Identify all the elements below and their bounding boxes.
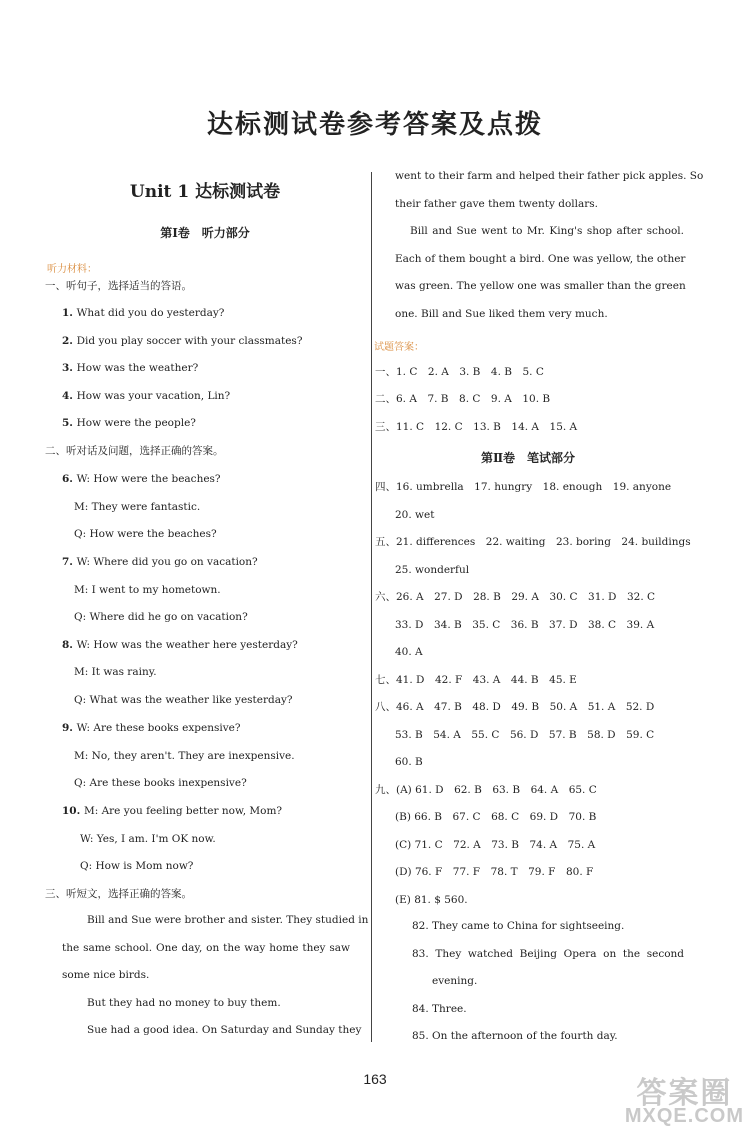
- listening-label: 听力材料：: [47, 264, 97, 275]
- line-text: How were the people?: [76, 417, 196, 429]
- answer-line: (C) 71. C 72. A 73. B 74. A 75. A: [395, 839, 596, 851]
- line-text: How was your vacation, Lin?: [76, 390, 231, 402]
- answer-line: 82. They came to China for sightseeing.: [412, 920, 625, 932]
- answer-line: 五、21. differences 22. waiting 23. boring 24. buildings: [375, 536, 691, 548]
- line-text: Sue had a good idea. On Saturday and Sunday they: [87, 1024, 362, 1036]
- section1-title: 第Ⅰ卷 听力部分: [160, 226, 250, 240]
- line-text: M: No, they aren't. They are inexpensive.: [74, 750, 295, 762]
- question-item: [62, 805, 282, 818]
- text-line: [80, 860, 193, 873]
- column-divider: [371, 172, 372, 1042]
- answers-label: 试题答案：: [374, 342, 424, 353]
- line-text: some nice birds.: [62, 969, 150, 981]
- line-text: M: It was rainy.: [74, 666, 157, 678]
- text-line: [74, 528, 217, 541]
- text-line: [45, 280, 192, 293]
- answer-line: evening.: [432, 975, 478, 987]
- answer-line: 六、26. A 27. D 28. B 29. A 30. C 31. D 32. C: [375, 591, 656, 603]
- answer-line: 九、(A) 61. D 62. B 63. B 64. A 65. C: [375, 784, 597, 796]
- line-text: Q: Where did he go on vacation?: [74, 611, 248, 623]
- question-number: 8.: [62, 639, 77, 651]
- answer-line: 60. B: [395, 756, 423, 768]
- text-line: [62, 942, 350, 955]
- question-number: 9.: [62, 722, 77, 734]
- line-text: W: Where did you go on vacation?: [76, 556, 258, 568]
- question-number: 5.: [62, 417, 77, 429]
- answer-line: 一、1. C 2. A 3. B 4. B 5. C: [375, 366, 544, 378]
- question-number: 1.: [62, 307, 77, 319]
- question-number: 3.: [62, 362, 77, 374]
- question-item: [62, 473, 221, 486]
- section2-title: 第Ⅱ卷 笔试部分: [480, 451, 576, 465]
- watermark-bottom: MXQE.COM: [624, 1105, 744, 1127]
- answer-line: (E) 81. $ 560.: [395, 894, 468, 906]
- line-text: W: How were the beaches?: [76, 473, 221, 485]
- question-number: 10.: [62, 805, 84, 817]
- line-text: Bill and Sue were brother and sister. They studied in: [87, 914, 369, 926]
- line-text: Did you play soccer with your classmates?: [76, 335, 303, 347]
- question-item: [62, 639, 298, 652]
- line-text: W: Yes, I am. I'm OK now.: [80, 833, 216, 845]
- text-line: [74, 694, 293, 707]
- unit-title: Unit 1 达标测试卷: [129, 182, 281, 202]
- question-number: 6.: [62, 473, 77, 485]
- line-text: the same school. One day, on the way home they saw: [62, 942, 350, 954]
- answer-line: (D) 76. F 77. F 78. T 79. F 80. F: [395, 866, 594, 878]
- answer-line: 53. B 54. A 55. C 56. D 57. B 58. D 59. C: [395, 729, 655, 741]
- question-item: [62, 722, 240, 735]
- text-line: [74, 611, 248, 624]
- passage-line: went to their farm and helped their father pick apples. So: [395, 170, 704, 182]
- passage-line: was green. The yellow one was smaller than the green: [395, 280, 686, 292]
- passage-line: one. Bill and Sue liked them very much.: [395, 308, 608, 320]
- question-item: [62, 390, 230, 403]
- text-line: [80, 833, 216, 846]
- line-text: How was the weather?: [76, 362, 199, 374]
- text-line: [74, 501, 200, 514]
- line-text: Q: What was the weather like yesterday?: [74, 694, 293, 706]
- answer-line: 33. D 34. B 35. C 36. B 37. D 38. C 39. A: [395, 619, 655, 631]
- answer-line: 85. On the afternoon of the fourth day.: [412, 1030, 618, 1042]
- text-line: [74, 584, 221, 597]
- passage-line: Bill and Sue went to Mr. King's shop after school.: [410, 225, 684, 237]
- text-line: [74, 750, 295, 763]
- answer-line: 83. They watched Beijing Opera on the second: [412, 948, 684, 960]
- line-text: W: How was the weather here yesterday?: [76, 639, 298, 651]
- question-item: [62, 556, 258, 569]
- text-line: [74, 666, 157, 679]
- answer-line: 20. wet: [395, 509, 435, 521]
- question-number: 7.: [62, 556, 77, 568]
- text-line: [45, 888, 192, 901]
- line-text: But they had no money to buy them.: [87, 997, 281, 1009]
- text-line: [45, 445, 224, 458]
- answer-line: (B) 66. B 67. C 68. C 69. D 70. B: [395, 811, 597, 823]
- answer-line: 三、11. C 12. C 13. B 14. A 15. A: [375, 421, 578, 433]
- answer-line: 二、6. A 7. B 8. C 9. A 10. B: [375, 393, 551, 405]
- line-text: 三、听短文，选择正确的答案。: [45, 888, 192, 900]
- answer-line: 四、16. umbrella 17. hungry 18. enough 19. anyone: [375, 481, 672, 493]
- question-item: [62, 417, 196, 430]
- line-text: Q: How is Mom now?: [80, 860, 194, 872]
- passage-line: their father gave them twenty dollars.: [395, 198, 599, 210]
- line-text: M: I went to my hometown.: [74, 584, 221, 596]
- question-item: [62, 362, 198, 375]
- question-item: [62, 307, 224, 320]
- text-line: [87, 914, 369, 927]
- question-number: 4.: [62, 390, 77, 402]
- answer-line: 七、41. D 42. F 43. A 44. B 45. E: [375, 674, 577, 686]
- line-text: Q: How were the beaches?: [74, 528, 217, 540]
- page-title: 达标测试卷参考答案及点拨: [206, 110, 543, 140]
- watermark: [624, 1077, 744, 1127]
- text-line: [62, 969, 149, 982]
- question-number: 2.: [62, 335, 77, 347]
- line-text: 二、听对话及问题，选择正确的答案。: [45, 445, 224, 457]
- answer-line: 40. A: [395, 646, 423, 658]
- watermark-top: 答案圈: [636, 1077, 733, 1110]
- question-item: [62, 335, 302, 348]
- line-text: M: They were fantastic.: [74, 501, 201, 513]
- page-number: 163: [363, 1071, 387, 1087]
- answer-line: 八、46. A 47. B 48. D 49. B 50. A 51. A 52. D: [375, 701, 655, 713]
- answer-line: 25. wonderful: [395, 564, 470, 576]
- line-text: 一、听句子，选择适当的答语。: [45, 280, 192, 292]
- line-text: W: Are these books expensive?: [76, 722, 241, 734]
- text-line: [74, 777, 247, 790]
- line-text: M: Are you feeling better now, Mom?: [83, 805, 283, 817]
- passage-line: Each of them bought a bird. One was yellow, the other: [395, 253, 686, 265]
- text-line: [87, 997, 281, 1010]
- line-text: Q: Are these books inexpensive?: [74, 777, 247, 789]
- line-text: What did you do yesterday?: [76, 307, 225, 319]
- answer-line: 84. Three.: [412, 1003, 467, 1015]
- text-line: [87, 1024, 362, 1037]
